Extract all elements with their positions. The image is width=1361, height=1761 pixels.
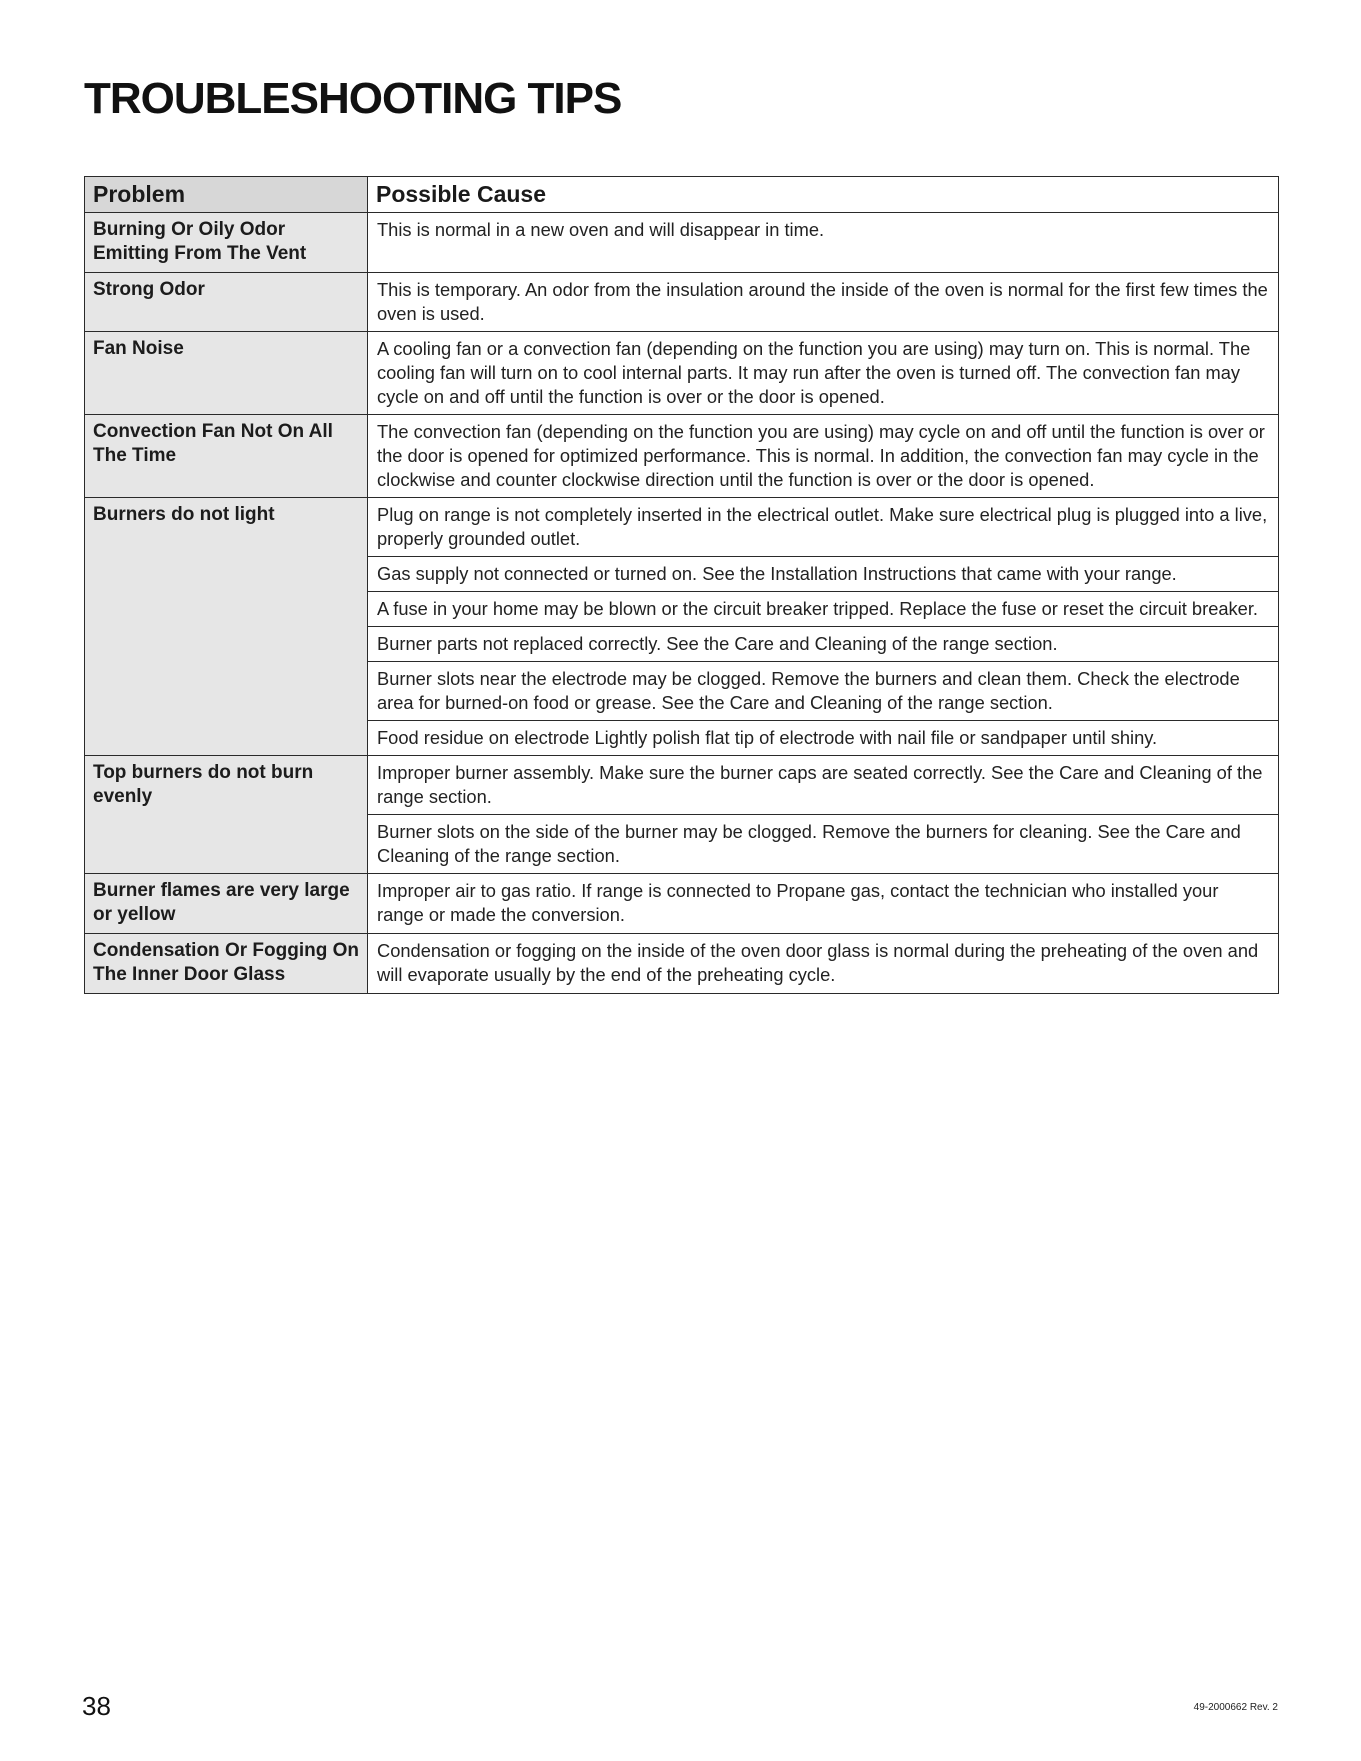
cause-cell: Burner parts not replaced correctly. See the Care and Cleaning of the range section. [368, 627, 1279, 662]
cause-cell: A cooling fan or a convection fan (depending on the function you are using) may turn on. This is normal. The cooling fan will turn on to cool internal parts. It may run after the oven is turned off. The convection fan may cycle on and off until the function is over or the door is opened. [368, 332, 1279, 415]
problem-cell: Condensation Or Fogging On The Inner Door Glass [85, 934, 368, 994]
cause-cell: Burner slots on the side of the burner may be clogged. Remove the burners for cleaning. See the Care and Cleaning of the range section. [368, 815, 1279, 874]
cause-cell: This is temporary. An odor from the insulation around the inside of the oven is normal for the first few times the oven is used. [368, 273, 1279, 332]
table-row [85, 213, 1279, 273]
troubleshooting-table [84, 176, 1279, 994]
table-row [85, 756, 1279, 815]
problem-cell: Top burners do not burn evenly [85, 756, 368, 874]
header-problem: Problem [85, 177, 368, 213]
table-row [85, 332, 1279, 415]
cause-cell: The convection fan (depending on the function you are using) may cycle on and off until the function is over or the door is opened for optimized performance. This is normal. In addition, the convection fan may cycle in the clockwise and counter clockwise direction until the function is over or the door is opened. [368, 415, 1279, 498]
problem-cell: Burners do not light [85, 498, 368, 756]
cause-cell: Gas supply not connected or turned on. See the Installation Instructions that came with your range. [368, 557, 1279, 592]
cause-cell: A fuse in your home may be blown or the circuit breaker tripped. Replace the fuse or reset the circuit breaker. [368, 592, 1279, 627]
problem-cell: Strong Odor [85, 273, 368, 332]
header-possible-cause: Possible Cause [368, 177, 1279, 213]
table-row [85, 273, 1279, 332]
document-code: 49-2000662 Rev. 2 [1193, 1702, 1278, 1713]
cause-cell: Food residue on electrode Lightly polish flat tip of electrode with nail file or sandpaper until shiny. [368, 721, 1279, 756]
cause-cell: Plug on range is not completely inserted in the electrical outlet. Make sure electrical plug is plugged into a live, properly grounded outlet. [368, 498, 1279, 557]
cause-cell: Burner slots near the electrode may be clogged. Remove the burners and clean them. Check the electrode area for burned-on food or grease. See the Care and Cleaning of the range section. [368, 662, 1279, 721]
table-row [85, 874, 1279, 934]
cause-cell: This is normal in a new oven and will disappear in time. [368, 213, 1279, 273]
problem-cell: Convection Fan Not On All The Time [85, 415, 368, 498]
page-title: TROUBLESHOOTING TIPS [84, 74, 622, 123]
problem-cell: Burning Or Oily Odor Emitting From The Vent [85, 213, 368, 273]
table-row [85, 498, 1279, 557]
problem-cell: Fan Noise [85, 332, 368, 415]
cause-cell: Improper air to gas ratio. If range is connected to Propane gas, contact the technician who installed your range or made the conversion. [368, 874, 1279, 934]
table-header-row [85, 177, 1279, 213]
table-row [85, 415, 1279, 498]
page-number: 38 [82, 1691, 111, 1721]
cause-cell: Improper burner assembly. Make sure the burner caps are seated correctly. See the Care and Cleaning of the range section. [368, 756, 1279, 815]
cause-cell: Condensation or fogging on the inside of the oven door glass is normal during the preheating of the oven and will evaporate usually by the end of the preheating cycle. [368, 934, 1279, 994]
table-row [85, 934, 1279, 994]
problem-cell: Burner flames are very large or yellow [85, 874, 368, 934]
